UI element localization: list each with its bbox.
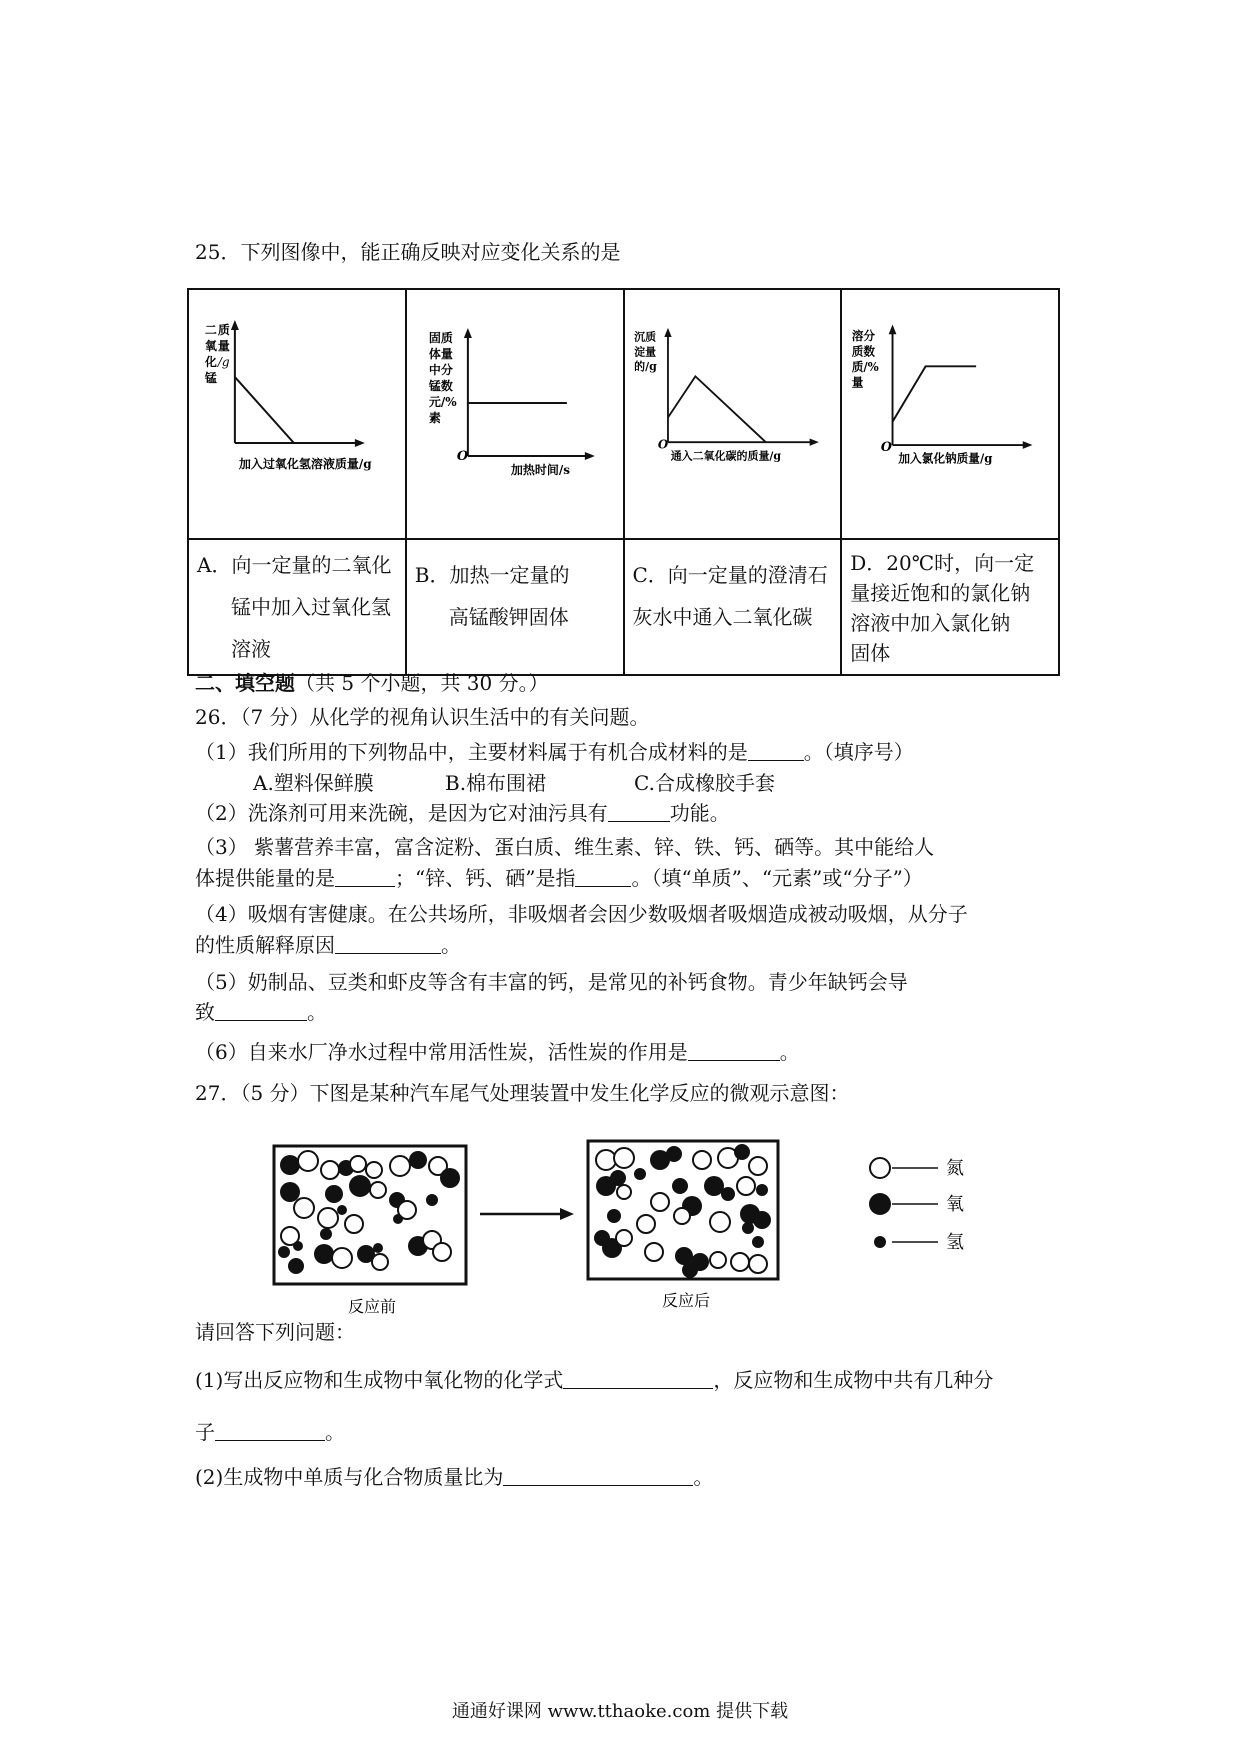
q26-part5-line1: （5）奶制品、豆类和虾皮等含有丰富的钙，是常见的补钙食物。青少年缺钙会导 <box>195 970 908 994</box>
q26-part2 <box>195 801 730 825</box>
legend-hydrogen-symbol <box>874 1236 886 1248</box>
option-d[interactable] <box>841 539 1059 675</box>
q26-p1-option-b: B.棉布围裙 <box>445 771 547 795</box>
graph-b-y-arrow <box>464 328 472 338</box>
reaction-arrow-head <box>560 1208 574 1220</box>
after-molecules <box>594 1144 771 1278</box>
graph-a-curve <box>235 377 294 443</box>
q26-part3-line2 <box>195 866 923 890</box>
q26-part6 <box>195 1040 800 1064</box>
q26-p1-option-a: A.塑料保鲜膜 <box>253 771 374 795</box>
graph-d-ylabel-4: 量 <box>851 375 864 390</box>
page-footer: 通通好课网 www.tthaoke.com 提供下载 <box>451 1701 789 1722</box>
graph-c <box>625 290 841 534</box>
q26-p3-text-3: 。（填“单质”、“元素”或“分子”） <box>631 866 923 890</box>
graph-d-ylabel-2: 质数 <box>851 344 876 359</box>
graph-b-ylabel-4: 锰数 <box>428 379 453 393</box>
graph-c-x-arrow <box>809 439 818 446</box>
graph-c-y-arrow <box>664 328 671 337</box>
graph-b-x-arrow <box>585 452 595 460</box>
option-d-line-3: 溶液中加入氯化钠 <box>850 611 1011 635</box>
option-b-line-1: B．加热一定量的 <box>414 563 570 587</box>
legend-nitrogen-label: 氮 <box>946 1158 964 1179</box>
reaction-diagram <box>262 1128 1002 1318</box>
q26-p5-blank[interactable] <box>215 1002 307 1021</box>
q27-p1-blank-2[interactable] <box>215 1422 325 1441</box>
graph-c-ylabel-1: 沉质 <box>633 330 656 344</box>
q27-p2-blank[interactable] <box>503 1467 693 1486</box>
option-a[interactable] <box>188 539 406 675</box>
option-b-line-2: 高锰酸钾固体 <box>448 605 569 629</box>
graph-a-ylabel-3: 化 <box>204 355 217 369</box>
q26-p6-text: （6）自来水厂净水过程中常用活性炭，活性炭的作用是 <box>195 1040 688 1064</box>
graph-d-curve <box>893 366 977 421</box>
option-c-line-2: 灰水中通入二氧化碳 <box>632 605 813 629</box>
q26-p3-blank-1[interactable] <box>335 868 395 887</box>
q27-part1-line1 <box>195 1368 993 1392</box>
q27-p1-text-2: ，反应物和生成物中共有几种分 <box>713 1368 994 1392</box>
graph-c-ylabel-2: 淀量 <box>633 345 656 359</box>
q26-p6-suffix: 。 <box>779 1040 800 1064</box>
graph-d-y-arrow <box>889 325 897 335</box>
graph-b-ylabel-5: 元/% <box>428 395 457 409</box>
graph-cell-b <box>406 289 624 539</box>
graph-a-x-arrow <box>355 439 365 447</box>
q26-part5-line2 <box>195 1000 327 1024</box>
option-a-line-1: A．向一定量的二氧化 <box>197 553 392 577</box>
section-2-heading <box>195 671 549 695</box>
after-label: 反应后 <box>661 1291 711 1310</box>
graph-b-ylabel-6: 素 <box>428 411 441 425</box>
option-d-line-4: 固体 <box>850 641 891 665</box>
graph-d-xlabel: 加入氯化钠质量/g <box>898 451 993 466</box>
q26-p1-option-c: C.合成橡胶手套 <box>634 771 775 795</box>
graph-c-origin: O <box>657 437 668 452</box>
q26-p3-blank-2[interactable] <box>575 868 631 887</box>
option-a-line-3: 溶液 <box>231 637 271 661</box>
q26-p5-text: 致 <box>195 1000 215 1024</box>
q27-p2-text: (2)生成物中单质与化合物质量比为 <box>195 1465 504 1489</box>
legend-nitrogen-symbol <box>870 1158 890 1178</box>
graph-a-y-arrow <box>231 320 239 330</box>
option-d-line-2: 量接近饱和的氯化钠 <box>850 581 1031 605</box>
graph-c-ylabel-3: 的/g <box>633 359 657 373</box>
q26-p5-suffix: 。 <box>307 1000 327 1024</box>
graph-b-ylabel-1: 固质 <box>428 331 453 345</box>
before-molecules <box>278 1151 460 1274</box>
option-a-line-2: 锰中加入过氧化氢 <box>231 595 391 619</box>
q26-p1-blank[interactable] <box>748 742 804 761</box>
graph-d-ylabel-3: 质/% <box>851 360 879 375</box>
graph-a-ylabel-7: /g <box>217 355 230 369</box>
q26-p4-text: 的性质解释原因 <box>195 933 335 957</box>
q26-p6-blank[interactable] <box>688 1042 780 1061</box>
graph-cell-a <box>188 289 406 539</box>
legend-oxygen-label: 氧 <box>946 1194 964 1215</box>
graph-d-x-arrow <box>1023 441 1033 449</box>
q26-part3-line1: （3） 紫薯营养丰富，富含淀粉、蛋白质、维生素、锌、铁、钙、硒等。其中能给人 <box>195 835 935 859</box>
q27-part1-line2 <box>195 1420 345 1444</box>
q26-p4-blank[interactable] <box>335 935 441 954</box>
q26-part1 <box>195 740 914 764</box>
graph-c-xlabel: 通入二氧化碳的质量/g <box>670 449 781 463</box>
graph-b-origin: O <box>456 449 468 464</box>
q26-p2-suffix: 功能。 <box>669 801 730 825</box>
graph-d <box>842 290 1058 534</box>
before-label: 反应前 <box>347 1297 397 1316</box>
q27-prompt: 请回答下列问题： <box>195 1320 355 1344</box>
q25-options-table <box>187 288 1060 676</box>
q26-p3-text-1: 体提供能量的是 <box>195 866 335 890</box>
section-2-note: （共 5 个小题，共 30 分。） <box>295 671 549 695</box>
option-c[interactable] <box>624 539 842 675</box>
graph-b-xlabel: 加热时间/s <box>510 463 570 477</box>
q27-p1-suffix: 。 <box>325 1420 345 1444</box>
q26-title: 26．（7 分）从化学的视角认识生活中的有关问题。 <box>195 705 650 729</box>
q26-part4-line2 <box>195 933 461 957</box>
section-2-title: 二、填空题 <box>195 671 295 695</box>
graph-a-xlabel: 加入过氧化氢溶液质量/g <box>238 457 372 471</box>
q27-p2-suffix: 。 <box>693 1465 714 1489</box>
option-b[interactable] <box>406 539 624 675</box>
q26-p3-text-2: ；“锌、钙、硒”是指 <box>395 866 576 890</box>
graph-cell-c <box>624 289 842 539</box>
graph-a <box>189 290 405 534</box>
q26-part4-line1: （4）吸烟有害健康。在公共场所，非吸烟者会因少数吸烟者吸烟造成被动吸烟，从分子 <box>195 902 968 926</box>
q26-p1-text: （1）我们所用的下列物品中，主要材料属于有机合成材料的是 <box>195 740 748 764</box>
option-c-line-1: C．向一定量的澄清石 <box>632 563 828 587</box>
q26-p2-text: （2）洗涤剂可用来洗碗，是因为它对油污具有 <box>195 801 608 825</box>
legend-oxygen-symbol <box>869 1193 891 1215</box>
legend-hydrogen-label: 氢 <box>946 1232 964 1253</box>
q27-part2 <box>195 1465 713 1489</box>
q27-p1-text-3: 子 <box>195 1420 215 1444</box>
q27-p1-blank-1[interactable] <box>563 1370 713 1389</box>
graph-a-ylabel-5: 质 <box>217 323 230 337</box>
graph-b-ylabel-3: 中分 <box>428 363 453 377</box>
q26-p4-suffix: 。 <box>441 933 461 957</box>
graph-b <box>407 290 623 534</box>
q27-p1-text: (1)写出反应物和生成物中氧化物的化学式 <box>195 1368 564 1392</box>
graph-a-ylabel-2: 氧 <box>204 339 217 353</box>
graph-a-ylabel-6: 量 <box>217 339 230 353</box>
q27-title: 27．（5 分）下图是某种汽车尾气处理装置中发生化学反应的微观示意图： <box>195 1081 850 1105</box>
q25-title: 25．下列图像中，能正确反映对应变化关系的是 <box>195 240 621 264</box>
graph-cell-d <box>841 289 1059 539</box>
q26-p1-suffix: 。（填序号） <box>803 740 914 764</box>
graph-a-ylabel-1: 二 <box>204 323 217 337</box>
graph-c-curve <box>667 376 765 442</box>
option-d-line-1: D．20℃时，向一定 <box>850 551 1035 575</box>
graph-b-ylabel-2: 体量 <box>428 347 453 361</box>
graph-d-ylabel-1: 溶分 <box>851 329 876 344</box>
graph-d-origin: O <box>881 438 893 454</box>
graph-a-ylabel-4: 锰 <box>204 371 217 385</box>
q26-p2-blank[interactable] <box>608 803 670 822</box>
